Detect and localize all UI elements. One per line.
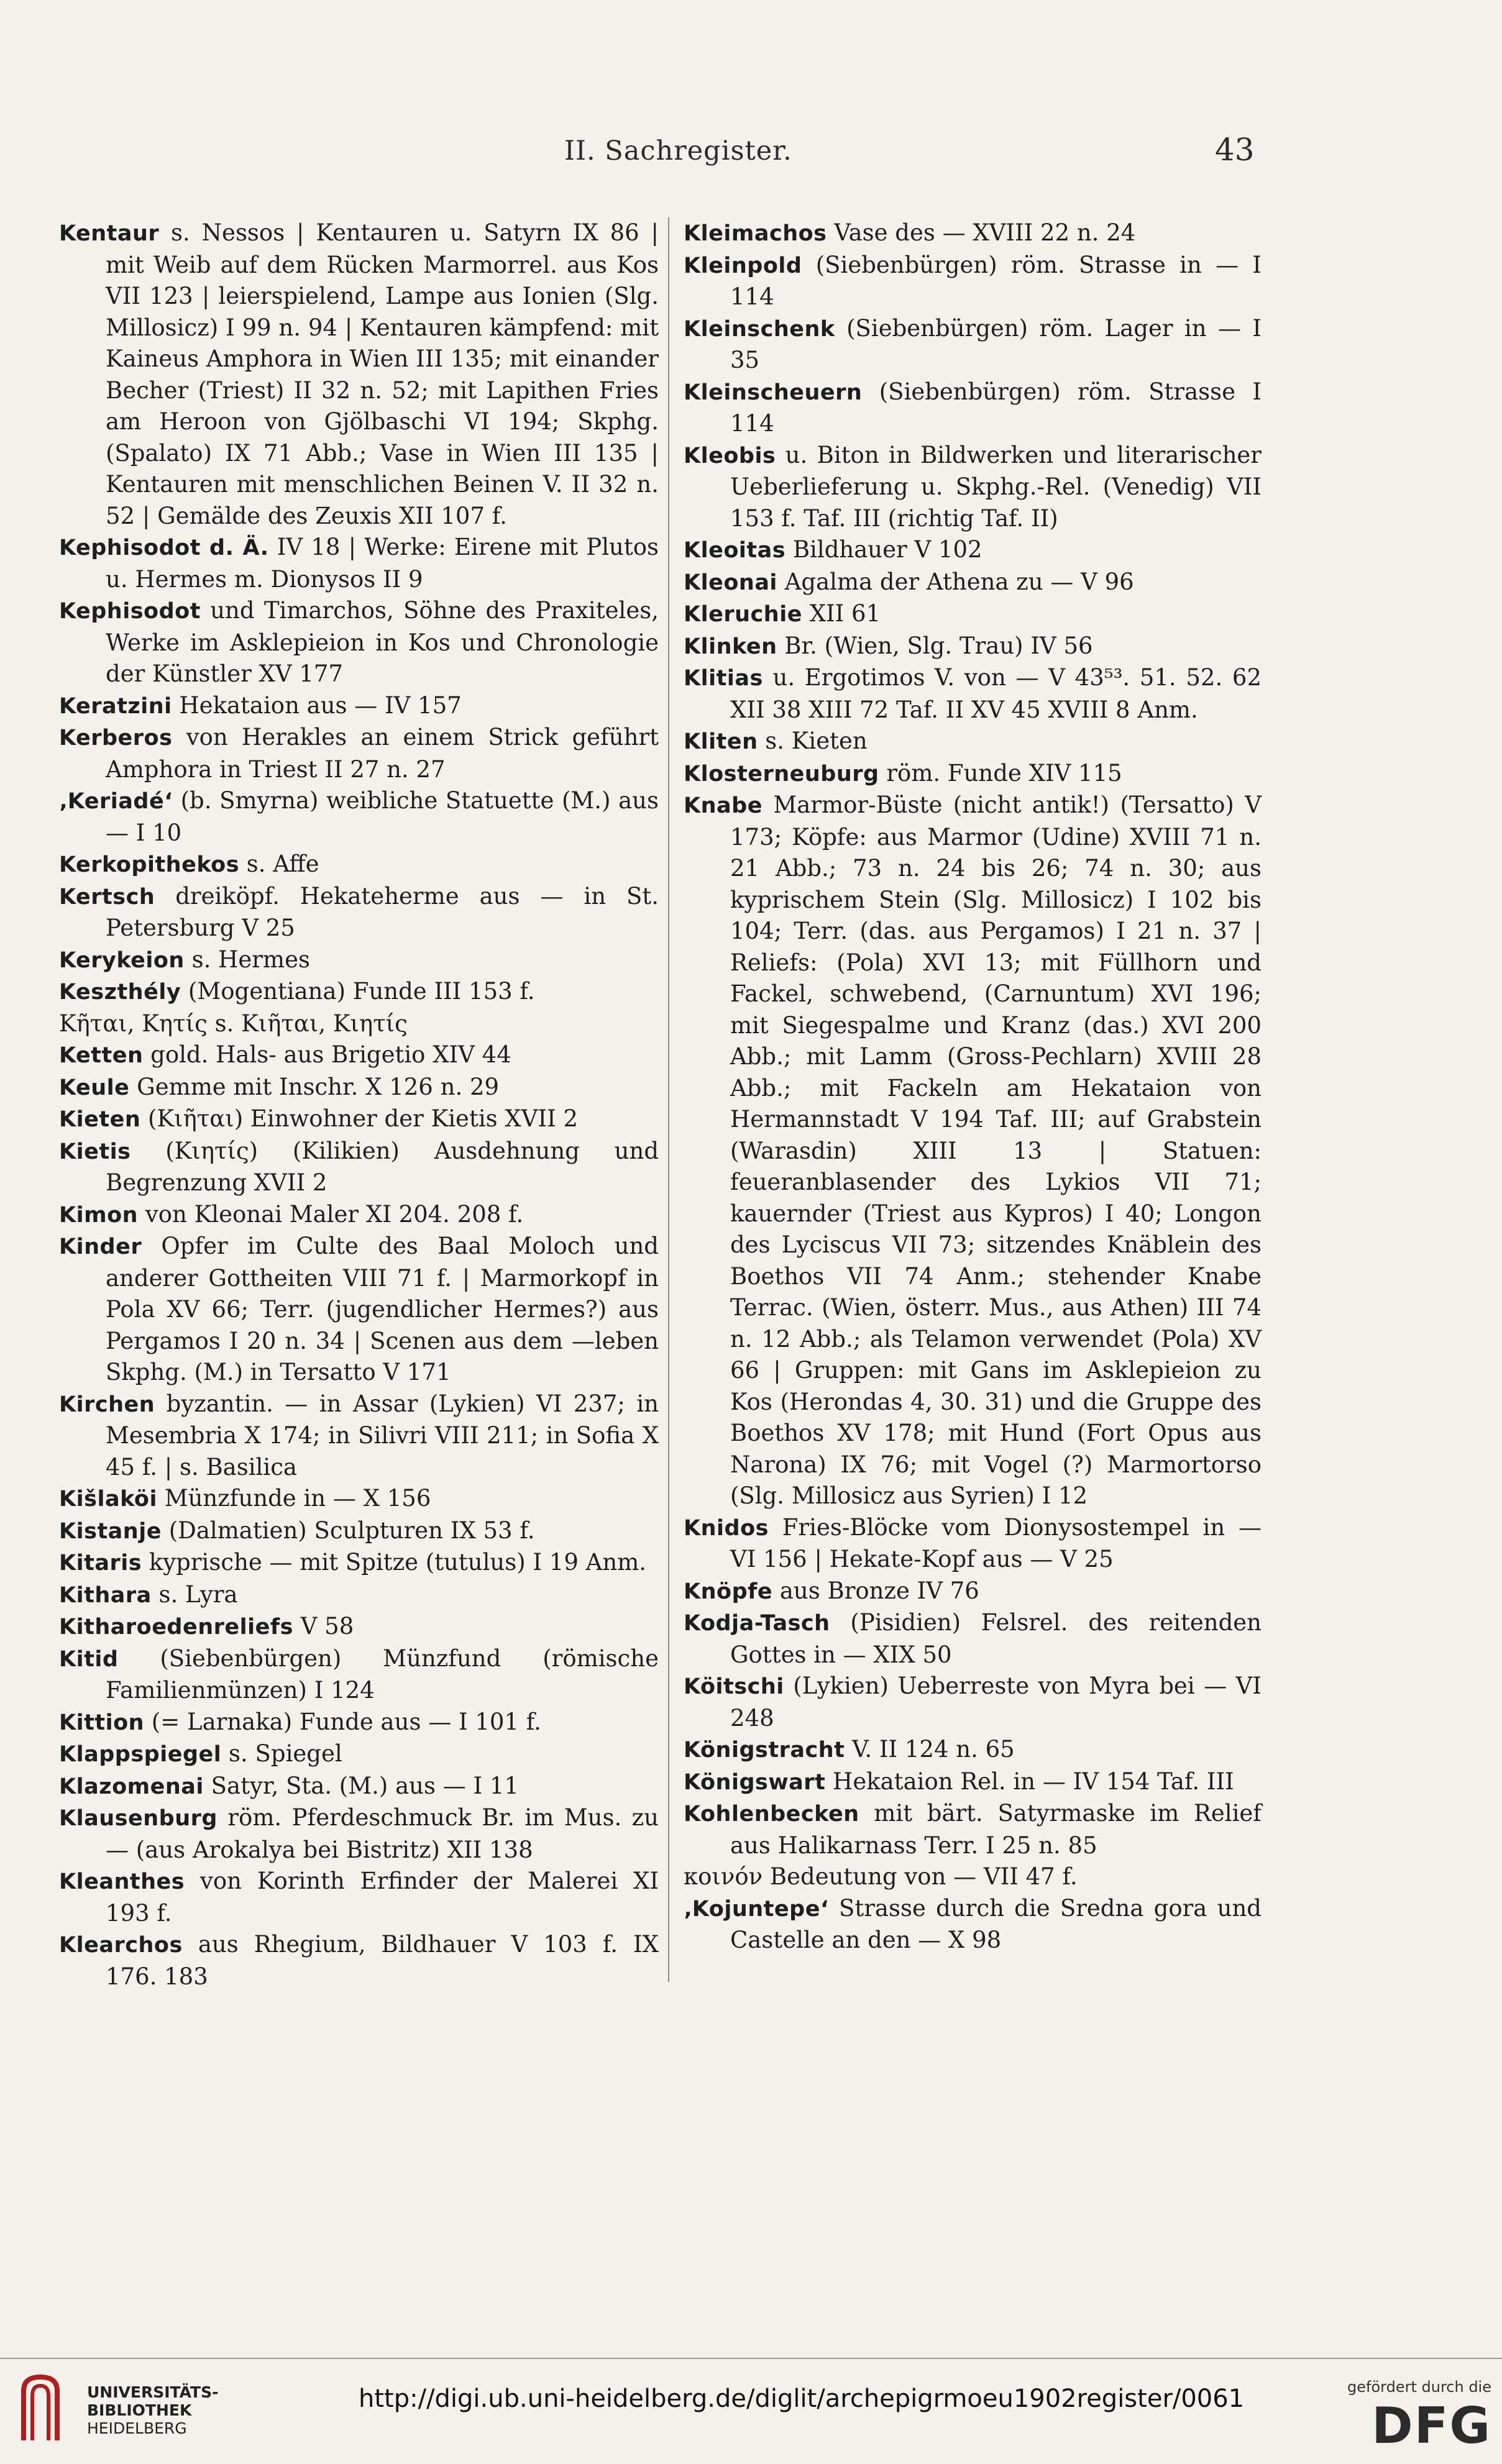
index-entry <box>59 1707 659 1739</box>
index-references: s. Hermes <box>184 946 310 973</box>
index-headword: Knöpfe <box>684 1579 773 1604</box>
index-entry <box>59 881 659 944</box>
running-head: II. Sachregister. <box>564 135 792 167</box>
index-references: von Kleonai Maler XI 204. 208 f. <box>138 1200 524 1228</box>
index-references: Strasse durch die Sredna gora und Castelle an den — X 98 <box>730 1894 1262 1953</box>
index-references: Κῆται, Κητίς s. Κιῆται, Κιητίς <box>59 1010 408 1037</box>
index-entry <box>684 1766 1262 1799</box>
index-references: Münzfunde in — X 156 <box>157 1485 431 1512</box>
index-references: XII 61 <box>802 600 881 627</box>
index-references: κοινόν Bedeutung von — VII 47 f. <box>684 1863 1078 1890</box>
index-headword: Kleanthes <box>59 1869 185 1894</box>
index-references: und Timarchos, Söhne des Praxiteles, Werke im Asklepieion in Kos und Chronologie der Künstler XV 177 <box>106 597 659 687</box>
index-references: Satyr, Sta. (M.) aus — I 11 <box>203 1772 519 1799</box>
index-entry <box>59 690 659 723</box>
index-references: Fries-Blöcke vom Dionysostempel in — VI 156 | Hekate-Kopf aus — V 25 <box>730 1513 1262 1572</box>
index-entry <box>684 726 1262 758</box>
index-references: dreiköpf. Hekateherme aus — in St. Petersburg V 25 <box>106 882 659 941</box>
index-headword: Königswart <box>684 1769 826 1795</box>
index-references: Marmor-Büste (nicht antik!) (Tersatto) V 173; Köpfe: aus Marmor (Udine) XVIII 71 n. 21 Abb.; 73 n. 24 bis 26; 74 n. 30; aus kyprischem Stein (Slg. Millosicz) I 102 bis 104; Terr. (das. aus Pergamos) I 21 n. 37 | Reliefs: (Pola) XVI 13; mit Füllhorn und Fackel, schwebend, (Carnuntum) XVI 196; mit Siegespalme und Kranz (das.) XVI 200 Abb.; mit Lamm (Gross-Pechlarn) XVIII 28 Abb.; mit Fackeln am Hekataion von Hermannstadt V 194 Taf. III; auf Grabstein (Warasdin) XIII 13 | Statuen: feueranblasender des Lykios VII 71; kauernder (Triest aus Kypros) I 40; Longon des Lyciscus VII 73; sitzendes Knäblein des Boethos VII 74 Anm.; stehender Knabe Terrac. (Wien, österr. Mus., aus Athen) III 74 n. 12 Abb.; als Telamon verwendet (Pola) XV 66 | Gruppen: mit Gans im Asklepieion zu Kos (Herondas 4, 30. 31) und die Gruppe des Boethos XV 178; mit Hund (Fort Opus aus Narona) IX 76; mit Vogel (?) Marmortorso (Slg. Millosicz aus Syrien) I 12 <box>730 792 1262 1509</box>
page-number: 43 <box>1215 132 1255 168</box>
index-references: Gemme mit Inschr. X 126 n. 29 <box>129 1073 500 1100</box>
index-references: V. II 124 n. 65 <box>845 1736 1015 1763</box>
index-references: (Κιῆται) Einwohner der Kietis XVII 2 <box>140 1105 578 1132</box>
index-entry <box>59 1072 659 1104</box>
index-headword: Kleinpold <box>684 253 802 278</box>
library-name-line2: BIBLIOTHEK <box>87 2401 192 2419</box>
index-headword: Kerykeion <box>59 947 185 973</box>
index-references: (Pisidien) Felsrel. des reitenden Gottes in — XIX 50 <box>730 1609 1262 1668</box>
index-references: Br. (Wien, Slg. Trau) IV 56 <box>777 632 1093 659</box>
index-headword: Knidos <box>684 1515 769 1541</box>
index-headword: Kleobis <box>684 443 776 468</box>
index-entry <box>684 790 1262 1512</box>
index-headword: ‚Keriadé‘ <box>59 789 173 814</box>
index-entry <box>59 1136 659 1199</box>
index-headword: Kitid <box>59 1646 119 1672</box>
index-references: von Korinth Erfinder der Malerei XI 193 f. <box>106 1868 659 1927</box>
index-entry <box>684 1576 1262 1608</box>
index-references: (Dalmatien) Sculpturen IX 53 f. <box>161 1517 535 1544</box>
index-entry <box>59 1738 659 1771</box>
index-entry <box>59 217 659 532</box>
index-references: (Κιητίς) (Kilikien) Ausdehnung und Begrenzung XVII 2 <box>106 1137 659 1196</box>
index-headword: Kerberos <box>59 726 173 751</box>
index-headword: Kodja-Tasch <box>684 1611 830 1636</box>
index-references: kyprische — mit Spitze (tutulus) I 19 Anm. <box>142 1549 647 1576</box>
index-references: IV 18 | Werke: Eirene mit Plutos u. Hermes m. Dionysos II 9 <box>106 534 659 593</box>
index-entry <box>59 1103 659 1136</box>
index-entry <box>59 1771 659 1803</box>
index-entry <box>684 758 1262 790</box>
index-entry <box>59 595 659 690</box>
index-headword: Kohlenbecken <box>684 1802 859 1827</box>
index-headword: Kerkopithekos <box>59 852 240 877</box>
index-headword: Kentaur <box>59 221 160 246</box>
index-entry <box>684 567 1262 599</box>
sponsor-wordmark: DFG <box>1371 2397 1491 2455</box>
index-headword: Kimon <box>59 1202 139 1228</box>
source-url-link[interactable]: http://digi.ub.uni-heidelberg.de/diglit/archepigrmoeu1902register/0061 <box>359 2384 1245 2413</box>
index-headword: Königstracht <box>684 1738 845 1763</box>
index-headword: Keule <box>59 1075 130 1100</box>
library-name-line1: UNIVERSITÄTS- <box>87 2383 219 2401</box>
index-headword: Kephisodot d. Ä. <box>59 536 269 560</box>
index-headword: Klearchos <box>59 1933 183 1958</box>
index-references: u. Ergotimos V. von — V 43⁵³. 51. 52. 62 XII 38 XIII 72 Taf. II XV 45 XVIII 8 Anm. <box>730 664 1262 723</box>
index-entry <box>684 1893 1262 1956</box>
index-entry <box>59 1802 659 1866</box>
index-headword: Kieten <box>59 1107 141 1132</box>
index-entry <box>59 1039 659 1072</box>
index-references: von Herakles an einem Strick geführt Amphora in Triest II 27 n. 27 <box>106 724 659 783</box>
index-entry <box>59 785 659 849</box>
index-references: (Siebenbürgen) röm. Lager in — I 35 <box>730 314 1262 373</box>
index-headword: Klinken <box>684 634 777 659</box>
index-headword: Kleinscheuern <box>684 380 863 405</box>
index-entry <box>59 1579 659 1612</box>
index-references: s. Nessos | Kentauren u. Satyrn IX 86 | mit Weib auf dem Rücken Marmorrel. aus Kos VII 123 | leierspielend, Lampe aus Ionien (Slg. Millosicz) I 99 n. 94 | Kentauren kämpfend: mit Kaineus Amphora in Wien III 135; mit einander Becher (Triest) II 32 n. 52; mit Lapithen Fries am Heroon von Gjölbaschi VI 194; Skphg. (Spalato) IX 71 Abb.; Vase in Wien III 135 | Kentauren mit menschlichen Beinen V. II 32 n. 52 | Gemälde des Zeuxis XII 107 f. <box>106 219 659 529</box>
index-headword: Kleoitas <box>684 538 786 563</box>
index-references: Hekataion aus — IV 157 <box>172 691 462 719</box>
sponsor-caption: gefördert durch die <box>1347 2378 1491 2396</box>
index-headword: Klausenburg <box>59 1806 218 1831</box>
index-entry <box>59 944 659 977</box>
index-references: Agalma der Athena zu — V 96 <box>777 568 1134 595</box>
index-entry <box>59 1866 659 1929</box>
index-entry <box>59 1547 659 1579</box>
index-references: Hekataion Rel. in — IV 154 Taf. III <box>825 1768 1234 1795</box>
index-headword: Kliten <box>684 729 758 754</box>
footer-divider <box>0 2358 1502 2359</box>
index-entry <box>59 1231 659 1389</box>
index-references: (Siebenbürgen) Münzfund (römische Familienmünzen) I 124 <box>106 1645 659 1704</box>
column-divider <box>668 217 669 1982</box>
index-references: byzantin. — in Assar (Lykien) VI 237; in Mesembria X 174; in Silivri VIII 211; in Sofia X 45 f. | s. Basilica <box>106 1390 659 1481</box>
index-headword: Knabe <box>684 793 762 818</box>
index-headword: Klappspiegel <box>59 1742 222 1767</box>
index-entry <box>684 1734 1262 1766</box>
index-headword: Kleruchie <box>684 602 802 627</box>
index-references: (b. Smyrna) weibliche Statuette (M.) aus — I 10 <box>106 787 659 846</box>
index-entry <box>684 598 1262 631</box>
index-headword: Keszthély <box>59 980 181 1005</box>
index-entry <box>59 1199 659 1231</box>
index-entry <box>59 976 659 1008</box>
index-entry <box>59 532 659 595</box>
index-references: aus Bronze IV 76 <box>772 1577 979 1604</box>
index-references: s. Affe <box>239 851 319 877</box>
index-headword: Kišlaköi <box>59 1487 157 1512</box>
index-headword: Kithara <box>59 1582 152 1608</box>
index-references: s. Spiegel <box>221 1740 342 1767</box>
index-entry <box>684 1671 1262 1734</box>
index-entry <box>59 1389 659 1484</box>
index-entry <box>59 849 659 881</box>
index-headword: Klosterneuburg <box>684 761 879 787</box>
index-column-right <box>684 217 1262 1956</box>
index-references: Bildhauer V 102 <box>785 536 982 563</box>
library-name-line3: HEIDELBERG <box>87 2419 187 2437</box>
index-entry <box>684 440 1262 535</box>
index-headword: Kirchen <box>59 1392 155 1417</box>
index-headword: Klazomenai <box>59 1774 204 1799</box>
index-column-left <box>59 217 659 1992</box>
index-references: (= Larnaka) Funde aus — I 101 f. <box>144 1708 541 1735</box>
index-headword: Kitharoedenreliefs <box>59 1615 293 1640</box>
index-entry <box>684 217 1262 250</box>
index-references: (Siebenbürgen) röm. Strasse in — I 114 <box>730 251 1262 310</box>
index-entry <box>684 1607 1262 1671</box>
university-library-logo <box>17 2372 219 2447</box>
index-entry <box>684 376 1262 440</box>
index-entry <box>59 1643 659 1707</box>
index-entry <box>684 1861 1262 1893</box>
index-headword: Kephisodot <box>59 599 201 624</box>
index-headword: Kleonai <box>684 570 777 595</box>
index-references: (Siebenbürgen) röm. Strasse I 114 <box>730 378 1262 437</box>
index-headword: Klitias <box>684 666 763 691</box>
dfg-logo <box>1336 2378 1491 2453</box>
index-entry <box>59 1483 659 1515</box>
index-references: röm. Funde XIV 115 <box>879 759 1122 787</box>
index-headword: Kitaris <box>59 1551 142 1576</box>
index-references: (Lykien) Ueberreste von Myra bei — VI 248 <box>730 1672 1262 1732</box>
index-references: mit bärt. Satyrmaske im Relief aus Halikarnass Terr. I 25 n. 85 <box>730 1800 1262 1859</box>
index-entry <box>684 250 1262 313</box>
index-headword: Kinder <box>59 1234 142 1259</box>
index-headword: Kleimachos <box>684 221 827 246</box>
index-references: (Mogentiana) Funde III 153 f. <box>181 978 535 1005</box>
index-entry <box>684 313 1262 376</box>
index-entry <box>59 1515 659 1548</box>
index-headword: Kistanje <box>59 1518 162 1544</box>
index-entry <box>684 662 1262 726</box>
index-entry <box>59 1008 659 1040</box>
index-headword: ‚Kojuntepe‘ <box>684 1896 829 1922</box>
library-name <box>87 2383 218 2437</box>
index-references: röm. Pferdeschmuck Br. im Mus. zu — (aus Arokalya bei Bistritz) XII 138 <box>106 1804 659 1863</box>
index-headword: Kertsch <box>59 884 155 910</box>
index-entry <box>684 631 1262 663</box>
index-headword: Keratzini <box>59 693 172 719</box>
index-entry <box>684 1798 1262 1861</box>
index-references: u. Biton in Bildwerken und literarischer Ueberlieferung u. Skphg.-Rel. (Venedig) VII 153 f. Taf. III (richtig Taf. II) <box>730 441 1262 532</box>
index-entry <box>59 1929 659 1992</box>
index-headword: Kleinschenk <box>684 316 835 342</box>
index-references: s. Kieten <box>758 728 868 754</box>
library-emblem-icon <box>17 2372 64 2443</box>
index-entry <box>59 1611 659 1643</box>
index-headword: Kietis <box>59 1139 131 1164</box>
index-entry <box>59 722 659 785</box>
index-entry <box>684 1512 1262 1576</box>
index-headword: Ketten <box>59 1043 144 1068</box>
index-references: s. Lyra <box>151 1581 238 1608</box>
index-headword: Kittion <box>59 1710 145 1735</box>
index-references: Vase des — XVIII 22 n. 24 <box>827 219 1136 246</box>
index-references: Opfer im Culte des Baal Moloch und anderer Gottheiten VIII 71 f. | Marmorkopf in Pola XV 66; Terr. (jugendlicher Hermes?) aus Pergamos I 20 n. 34 | Scenen aus dem —leben Skphg. (M.) in Tersatto V 171 <box>106 1233 659 1385</box>
index-references: aus Rhegium, Bildhauer V 103 f. IX 176. 183 <box>106 1931 659 1990</box>
index-entry <box>684 534 1262 567</box>
index-references: gold. Hals- aus Brigetio XIV 44 <box>143 1041 511 1068</box>
index-headword: Köitschi <box>684 1674 784 1699</box>
index-references: V 58 <box>293 1613 354 1640</box>
